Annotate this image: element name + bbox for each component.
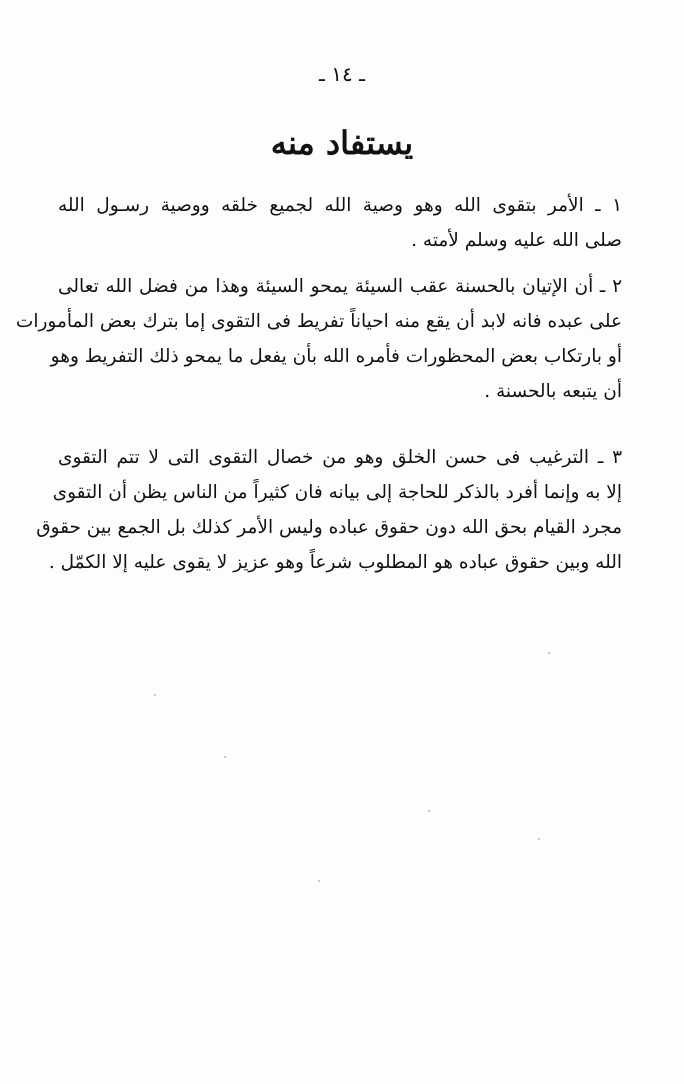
paragraph-1	[58, 188, 622, 258]
paragraph-line: صلى الله عليه وسلم لأمته .	[411, 230, 622, 251]
scan-speck	[548, 652, 550, 654]
paragraph-line: الله وبين حقوق عباده هو المطلوب شرعاً وهو عزيز لا يقوى عليه إلا الكمّل .	[48, 552, 622, 573]
scan-speck	[318, 880, 320, 882]
scan-speck	[154, 694, 156, 696]
paragraph-line: ٣ ـ الترغيب فى حسن الخلق وهو من خصال التقوى التى لا تتم التقوى	[58, 447, 622, 468]
paragraph-line: أو بارتكاب بعض المحظورات فأمره الله بأن يفعل ما يمحو ذلك التفريط وهو	[50, 346, 622, 367]
scan-speck	[538, 838, 540, 840]
paragraph-line: مجرد القيام بحق الله دون حقوق عباده وليس الأمر كذلك بل الجمع بين حقوق	[36, 517, 622, 538]
scan-speck	[428, 810, 430, 812]
scan-speck	[224, 756, 226, 758]
paragraph-3	[36, 440, 622, 580]
paragraph-line: أن يتبعه بالحسنة .	[484, 381, 622, 402]
paragraph-line: على عبده فانه لابد أن يقع منه احياناً تفريط فى التقوى إما بترك بعض المأمورات	[15, 311, 622, 332]
paragraph-line: إلا به وإنما أفرد بالذكر للحاجة إلى بيانه فان كثيراً من الناس يظن أن التقوى	[52, 482, 622, 503]
paragraph-line: ١ ـ الأمر بتقوى الله وهو وصية الله لجميع خلقه ووصية رسـول الله	[58, 195, 622, 216]
paragraph-2	[15, 269, 622, 409]
page-number: ـ ١٤ ـ	[319, 62, 365, 86]
section-heading: يستفاد منه	[270, 124, 414, 162]
paragraph-line: ٢ ـ أن الإتيان بالحسنة عقب السيئة يمحو السيئة وهذا من فضل الله تعالى	[58, 276, 622, 297]
